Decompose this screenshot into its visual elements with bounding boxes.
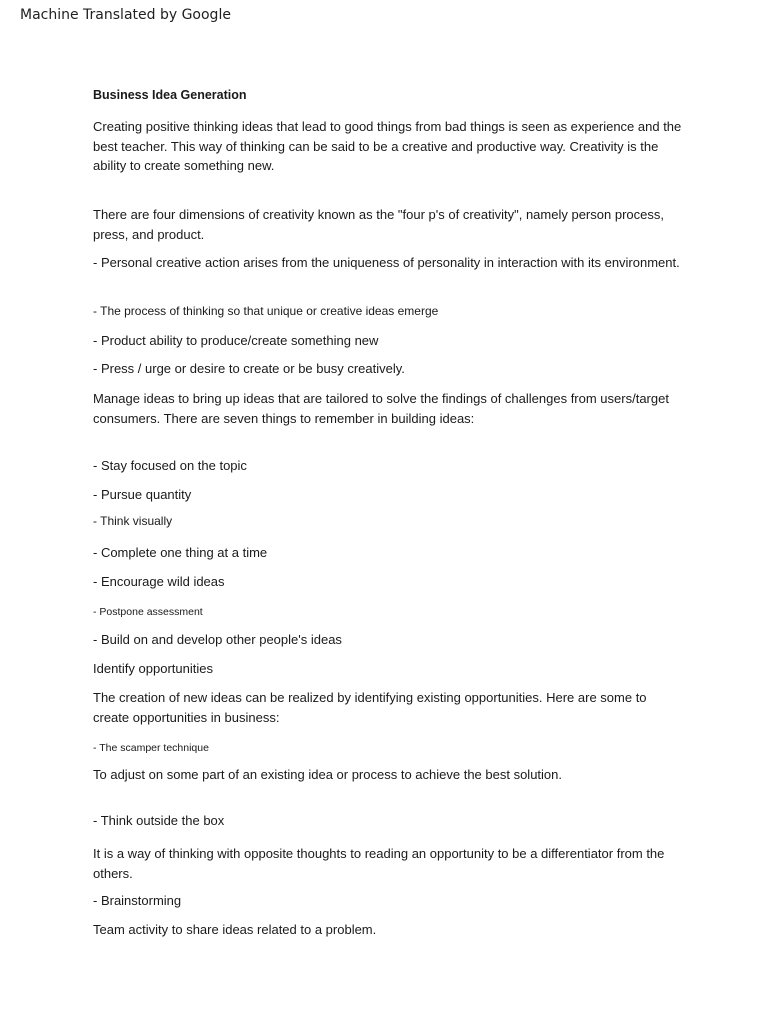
dimension-product: - Product ability to produce/create something new — [93, 333, 379, 348]
rule-item: - Think visually — [93, 514, 173, 528]
manage-ideas-paragraph: Manage ideas to bring up ideas that are tailored to solve the findings of challenges from users/target consumers. There are seven things to remember in building ideas: — [93, 391, 669, 426]
document-title: Business Idea Generation — [93, 88, 247, 102]
rule-item: - Pursue quantity — [93, 487, 192, 502]
dimension-process: - The process of thinking so that unique or creative ideas emerge — [93, 304, 439, 318]
intro-paragraph: Creating positive thinking ideas that lead to good things from bad things is seen as experience and the best teacher. This way of thinking can be said to be a creative and productive way. Creativity is the ability to create something new. — [93, 119, 682, 173]
identify-opportunities-paragraph: The creation of new ideas can be realized by identifying existing opportunities. Here are some to create opportunities in business: — [93, 690, 647, 725]
rule-item: - Stay focused on the topic — [93, 458, 247, 473]
machine-translation-banner: Machine Translated by Google — [20, 7, 231, 23]
scamper-paragraph: To adjust on some part of an existing idea or process to achieve the best solution. — [93, 767, 562, 782]
rule-item: - Encourage wild ideas — [93, 574, 225, 589]
rule-item: - Build on and develop other people's ideas — [93, 632, 342, 647]
outside-box-heading: - Think outside the box — [93, 813, 225, 828]
rule-item: - Postpone assessment — [93, 606, 203, 618]
dimension-person: - Personal creative action arises from the uniqueness of personality in interaction with its environment. — [93, 255, 680, 270]
dimensions-intro-paragraph: There are four dimensions of creativity known as the "four p's of creativity", namely person process, press, and product. — [93, 207, 664, 242]
brainstorming-heading: - Brainstorming — [93, 893, 182, 908]
outside-box-paragraph: It is a way of thinking with opposite thoughts to reading an opportunity to be a differentiator from the others. — [93, 846, 665, 881]
dimension-press: - Press / urge or desire to create or be busy creatively. — [93, 361, 405, 376]
scamper-heading: - The scamper technique — [93, 742, 209, 754]
identify-opportunities-heading: Identify opportunities — [93, 661, 213, 676]
rule-item: - Complete one thing at a time — [93, 545, 268, 560]
brainstorming-paragraph: Team activity to share ideas related to a problem. — [93, 922, 377, 937]
